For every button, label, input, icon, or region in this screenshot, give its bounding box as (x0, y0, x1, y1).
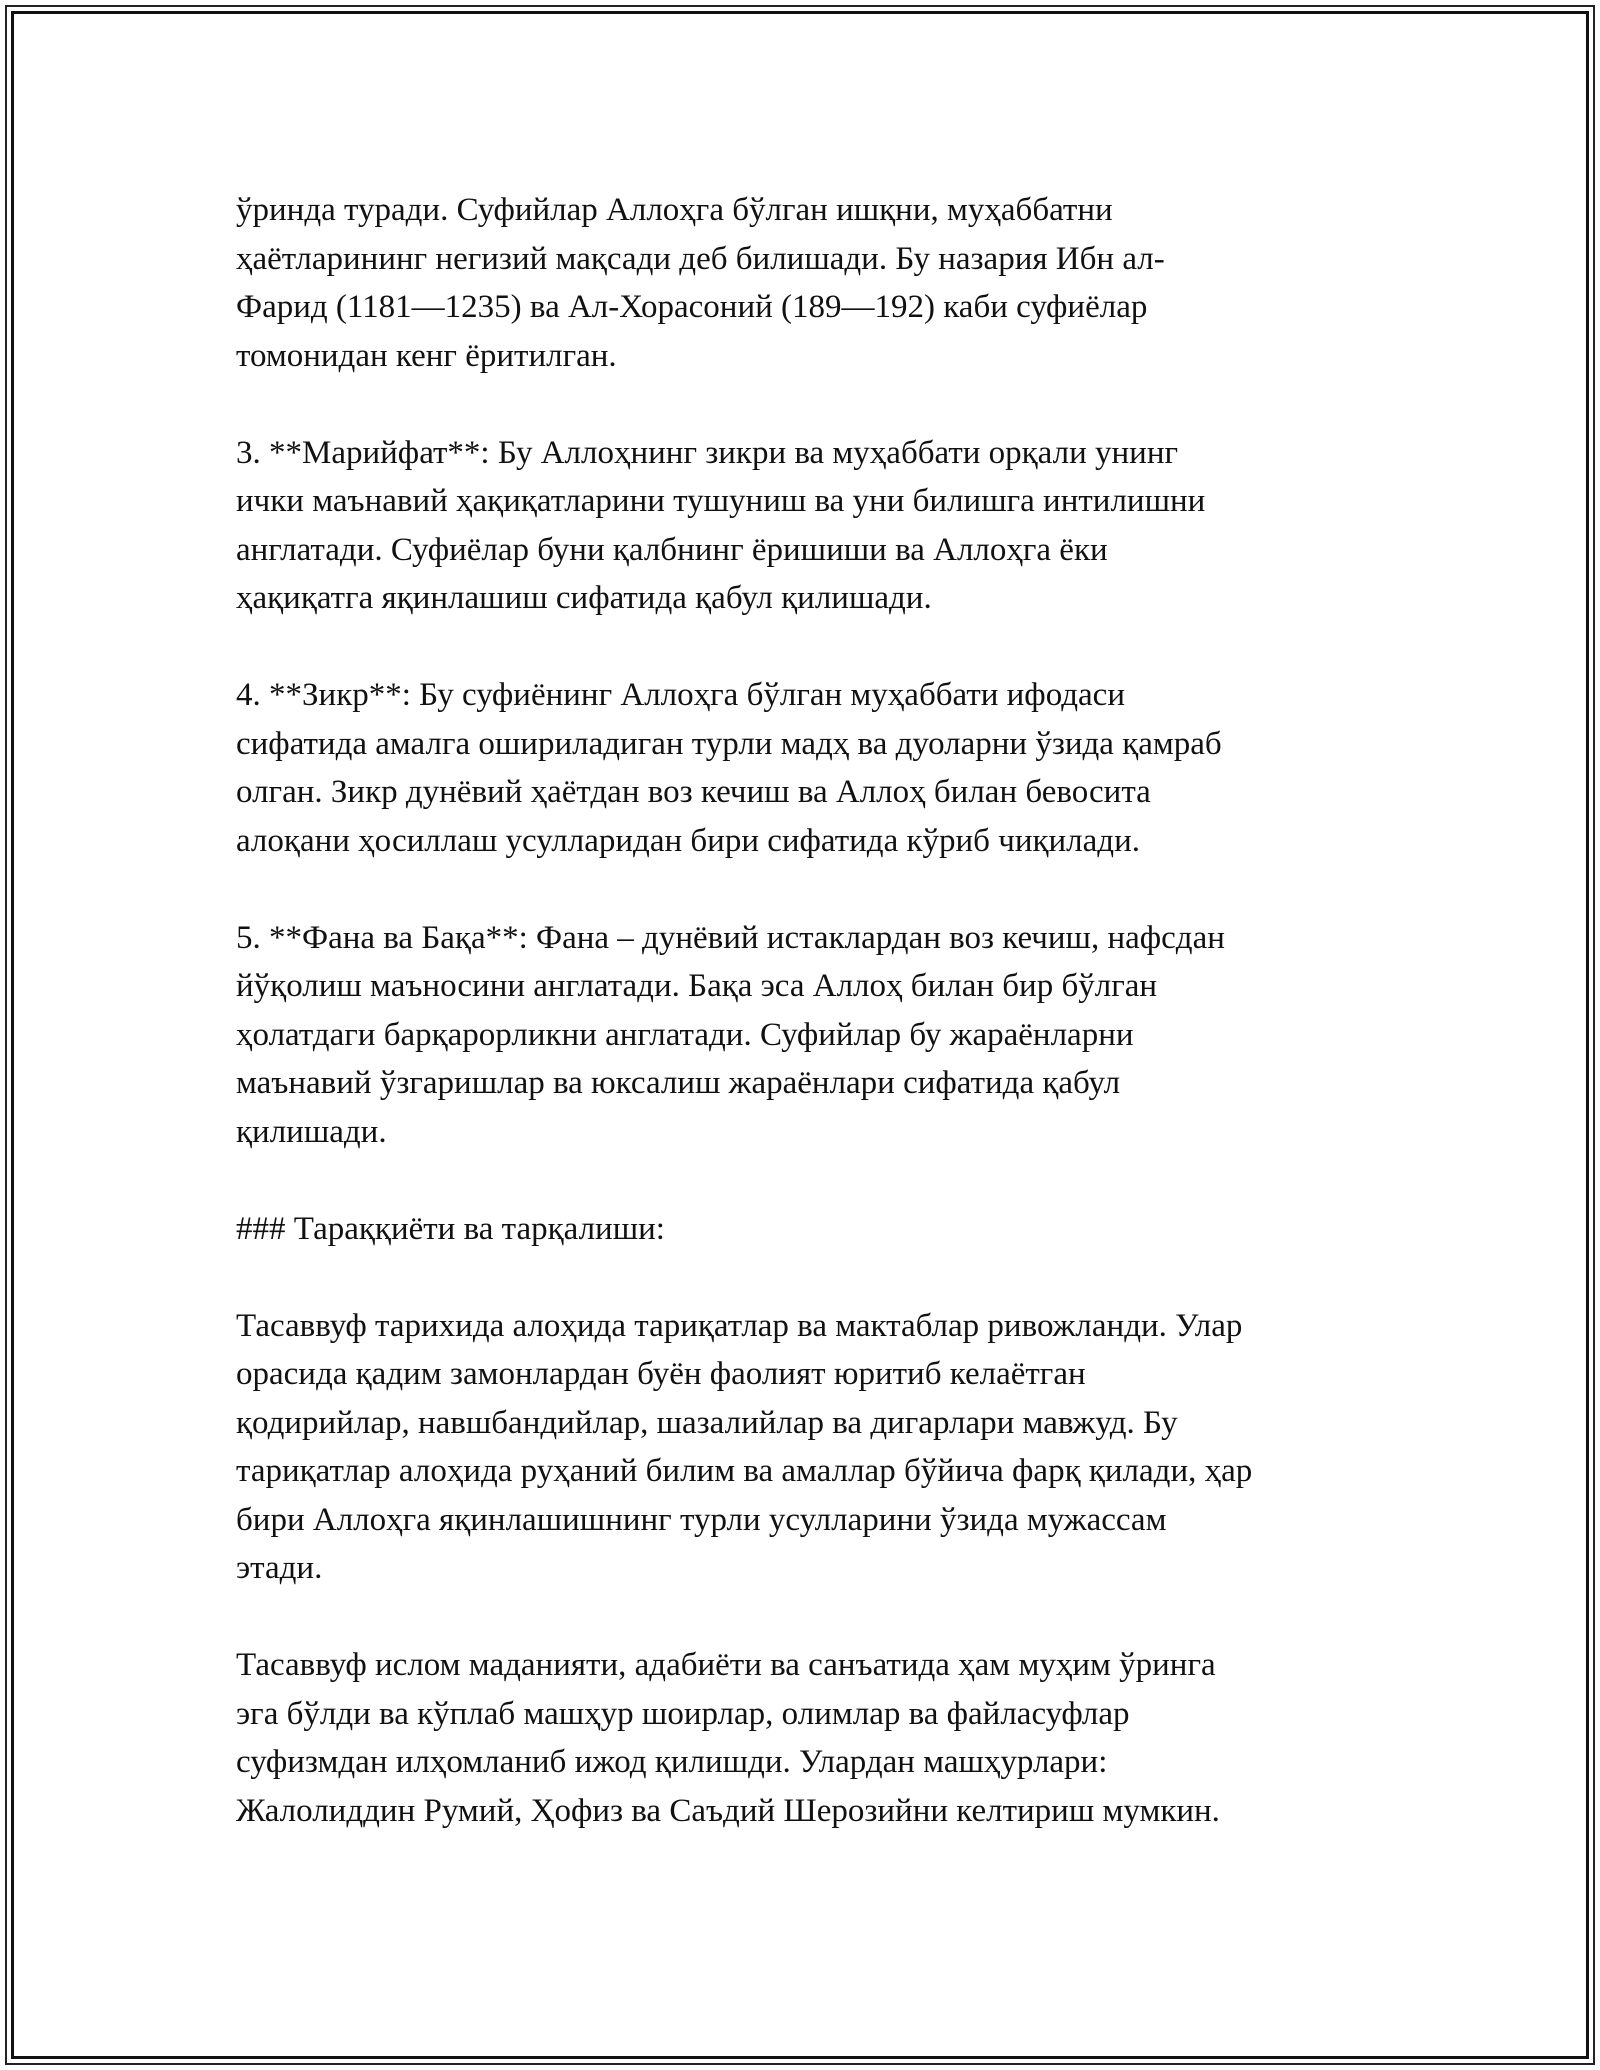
section-heading-development: ### Тараққиёти ва тарқалиши: (236, 1210, 665, 1247)
paragraph-marifat: 3. **Марийфат**: Бу Аллоҳнинг зикри ва муҳаббати орқали унинг ички маънавий ҳақиқатларини тушуниш ва уни билишга интилишни англатади. Суфиёлар буни қалбнинг ёришиши ва Аллоҳга ёки ҳақиқатга яқинлашиш сифатида қабул қилишади. (236, 434, 1206, 616)
paragraph-culture: Тасаввуф ислом маданияти, адабиёти ва санъатида ҳам муҳим ўринга эга бўлди ва кўплаб машҳур шоирлар, олимлар ва файласуфлар суфизмдан илҳомланиб ижод қилишди. Улардан машҳурлари: Жалолиддин Румий, Ҳофиз ва Саъдий Шерозийни келтириш мумкин. (236, 1647, 1220, 1829)
document-body (236, 186, 1386, 1835)
paragraph-tariqats: Тасаввуф тарихида алоҳида тариқатлар ва мактаблар ривожланди. Улар орасида қадим замонлардан буён фаолият юритиб келаётган қодирийлар, навшбандийлар, шазалийлар ва дигарлари мавжуд. Бу тариқатлар алоҳида руҳаний билим ва амаллар бўйича фарқ қилади, ҳар бири Аллоҳга яқинлашишнинг турли усулларини ўзида мужассам этади. (236, 1307, 1253, 1586)
paragraph-fana-baqa: 5. **Фана ва Бақа**: Фана – дунёвий истаклардан воз кечиш, нафсдан йўқолиш маъносини англатади. Бақа эса Аллоҳ билан бир бўлган ҳолатдаги барқарорликни англатади. Суфийлар бу жараёнларни маънавий ўзгаришлар ва юксалиш жараёнлари сифатида қабул қилишади. (236, 919, 1225, 1150)
paragraph-ishq-continuation: ўринда туради. Суфийлар Аллоҳга бўлган ишқни, муҳаббатни ҳаётларининг негизий мақсади деб билишади. Бу назария Ибн ал- Фарид (1181—1235) ва Ал-Хорасоний (189—192) каби суфиёлар томонидан кенг ёритилган. (236, 192, 1165, 374)
paragraph-zikr: 4. **Зикр**: Бу суфиёнинг Аллоҳга бўлган муҳаббати ифодаси сифатида амалга ошириладиган турли мадҳ ва дуоларни ўзида қамраб олган. Зикр дунёвий ҳаётдан воз кечиш ва Аллоҳ билан бевосита алоқани ҳосиллаш усулларидан бири сифатида кўриб чиқилади. (236, 677, 1222, 859)
